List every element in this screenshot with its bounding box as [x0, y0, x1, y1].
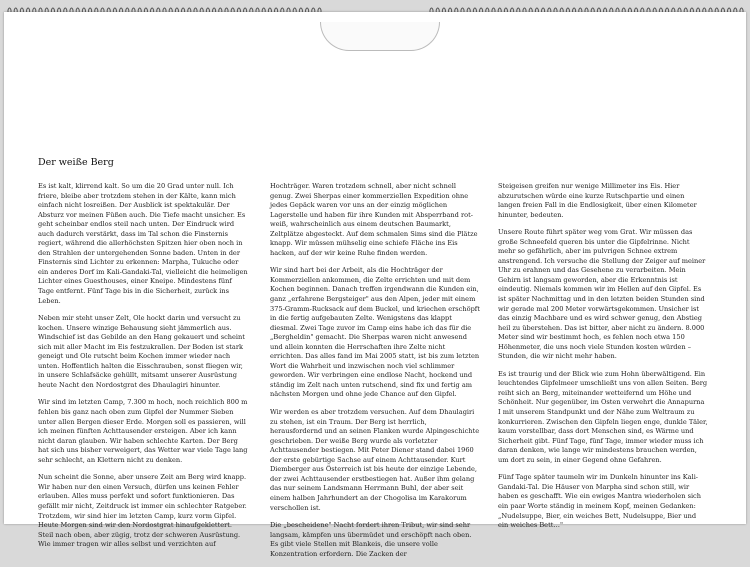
text-column-1: [38, 182, 248, 558]
page-title: Der weiße Berg: [38, 157, 114, 168]
paragraph: Es ist traurig und der Blick wie zum Hohn überwältigend. Ein leuchtendes Gipfelmeer umschließt uns von allen Seiten. Berg reiht sich an Berg, miteinander wetteifernd um Höhe und Schönheit. Nur gegenüber, im Osten verwehrt die Annapurna I mit unserem Standpunkt und der Nähe zum Weltraum zu konkurrieren. Zwischen den Gipfeln liegen enge, dunkle Täler, kaum vorstellbar, dass dort Menschen sind, es Wärme und Sicherheit gibt. Fünf Tage, fünf Tage, immer wieder muss ich daran denken, wie lange wir mindestens brauchen werden, um dort zu sein, in einer Gegend ohne Gefahren.: [498, 369, 708, 464]
paragraph: Wir werden es aber trotzdem versuchen. Auf dem Dhaulagiri zu stehen, ist ein Traum. Der Berg ist herrlich, herausfordernd und an seinen Flanken wurde Alpingeschichte geschrieben. Der weiße Berg wurde als vorletzter Achttausender bestiegen. Mit Peter Diener stand dabei 1960 der erste gebürtige Sachse auf einem Achttausender. Kurt Diemberger aus Österreich ist bis heute der einzige Lebende, der zwei Achttausender erstbestiegen hat. Außer ihm gelang das nur seinem Landsmann Herrmann Buhl, der aber seit einem halben Jahrhundert an der Chogolisa im Karakorum verschollen ist.: [270, 408, 480, 512]
hanger-cutout: [320, 22, 440, 51]
paragraph: Wir sind im letzten Camp, 7.300 m hoch, noch reichlich 800 m fehlen bis ganz nach oben zum Gipfel der Nummer Sieben unter allen Bergen dieser Erde. Morgen soll es passieren, will ich meinen fünften Achttausender ersteigen. Aber ich kann nicht daran glauben. Wir haben schlechte Karten. Der Berg hat sich uns bisher verweigert, das Wetter war viele Tage lang sehr schlecht, an Klettern nicht zu denken.: [38, 398, 248, 464]
paragraph: Nun scheint die Sonne, aber unsere Zeit am Berg wird knapp. Wir haben nur den einen Versuch, dürfen uns keinen Fehler erlauben. Alles muss perfekt und sofort funktionieren. Das gefällt mir nicht, Zeitdruck ist immer ein schlechter Ratgeber. Trotzdem, wir sind hier im letzten Camp, kurz vorm Gipfel. Heute Morgen sind wir den Nordostgrat hinaufgeklettert. Steil nach oben, aber zügig, trotz der schweren Ausrüstung. Wie immer tragen wir alles selbst und verzichten auf: [38, 473, 247, 549]
paragraph: Es ist kalt, klirrend kalt. So um die 20 Grad unter null. Ich friere, bleibe aber trotzdem stehen in der Kälte, kann mich einfach nicht losreißen. Der Ausblick ist spektakulär. Der Absturz vor meinen Füßen auch. Die Tiefe macht unsicher. Es geht scheinbar endlos steil nach unten. Der Eindruck wird auch dadurch verstärkt, dass im Tal schon die Finsternis regiert, während die allerhöchsten Spitzen hier oben noch in den Strahlen der untergehenden Sonne baden. Unten in der Finsternis sind Lichter zu erkennen: Marpha, Tukuche oder ein anderes Dorf im Kali-Gandaki-Tal, vielleicht die heimeligen Lichter eines Guesthouses, einer Kneipe. Mindestens fünf Tage entfernt. Fünf Tage bis in die Sicherheit, zurück ins Leben.: [38, 182, 248, 305]
paragraph: Fünf Tage später taumeln wir im Dunkeln hinunter ins Kali-Gandaki-Tal. Die Häuser von Marpha sind schon still, wir haben es geschafft. Wie ein ewiges Mantra wiederholen sich ein paar Worte ständig in meinem Kopf, meinen Gedanken: „Nudelsuppe, Bier, ein weiches Bett, Nudelsuppe, Bier und ein weiches Bett…": [498, 473, 701, 530]
paragraph: Steigeisen greifen nur wenige Millimeter ins Eis. Hier abzurutschen würde eine kurze Rutschpartie und einen langen freien Fall in die Endlosigkeit, über einen Kilometer hinunter, bedeuten.: [498, 182, 697, 219]
text-column-2: [270, 182, 480, 567]
paragraph: Unsere Route führt später weg vom Grat. Wir müssen das große Schneefeld queren bis unter die Gipfelrinne. Nicht mehr so gefährlich, aber im pulvrigen Schnee extrem anstrengend. Ich versuche die Stellung der Zeiger auf meiner Uhr zu erahnen und das Gesehene zu verarbeiten. Mein Gehirn ist langsam geworden, aber die Erkenntnis ist eindeutig. Niemals kommen wir im Hellen auf den Gipfel. Es ist später Nachmittag und in den letzten beiden Stunden sind wir gerade mal 200 Meter vorwärtsgekommen. Unsicher ist das einzig Machbare und es wird schwer genug, den Abstieg heil zu überstehen. Das ist bitter, aber nicht zu ändern. 8.000 Meter sind wir bestimmt hoch, es fehlen noch etwa 150 Höhenmeter, die uns noch viele Stunden kosten würden – Stunden, die wir nicht mehr haben.: [498, 228, 706, 361]
paragraph: Wir sind hart bei der Arbeit, als die Hochträger der Kommerziellen ankommen, die Zelte errichten und mit dem Kochen beginnen. Danach treffen irgendwann die Kunden ein, ganz „erfahrene Bergsteiger" aus den Alpen, jeder mit einem 375-Gramm-Rucksack auf dem Buckel, und kriechen erschöpft in die fertig aufgebauten Zelte. Wenigstens das klappt diesmal. Zwei Tage zuvor im Camp eins habe ich das für die „Bergheldin" gemacht. Die Sherpas waren nicht anwesend und allein konnten die Herrschaften ihre Zelte nicht errichten. Das alles fand im Mai 2005 statt, ist bis zum letzten Wort die Wahrheit und inzwischen noch viel schlimmer geworden. Wir verbringen eine endlose Nacht, hockend und ständig im Zelt nach unten rutschend, sind fix und fertig am nächsten Morgen und ohne jede Chance auf den Gipfel.: [270, 266, 480, 399]
text-column-3: [498, 182, 708, 539]
paragraph: Neben mir steht unser Zelt, Ole hockt darin und versucht zu kochen. Unsere winzige Behausung sieht jämmerlich aus. Windschief ist das Gebilde an den Hang gekauert und scheint sich mit aller Macht im Eis festzukrallen. Der Boden ist stark geneigt und Ole rutscht beim Kochen immer wieder nach unten. Hoffentlich halten die Eisschrauben, sonst fliegen wir, in unsere Schlafsäcke gehüllt, mitsamt unserer Ausrüstung heute Nacht den Nordostgrat des Dhaulagiri hinunter.: [38, 314, 245, 389]
paragraph: Hochträger. Waren trotzdem schnell, aber nicht schnell genug. Zwei Sherpas einer kommerziellen Expedition ohne jedes Gepäck waren vor uns an der einzig möglichen Lagerstelle und haben für ihre Kunden mit Absperrband rot-weiß, wahrscheinlich aus einem deutschen Baumarkt, Zeltplätze abgesteckt. Auf dem schmalen Sims sind die Plätze knapp. Wir müssen mühselig eine schiefe Fläche ins Eis hacken, auf der wir keine Ruhe finden werden.: [270, 182, 478, 257]
paragraph: Die „bescheidene" Nacht fordert ihren Tribut, wir sind sehr langsam, kämpfen uns übermüdet und erschöpft nach oben. Es gibt viele Stellen mit Blankeis, die unsere volle Konzentration erfordern. Die Zacken der: [270, 521, 472, 558]
